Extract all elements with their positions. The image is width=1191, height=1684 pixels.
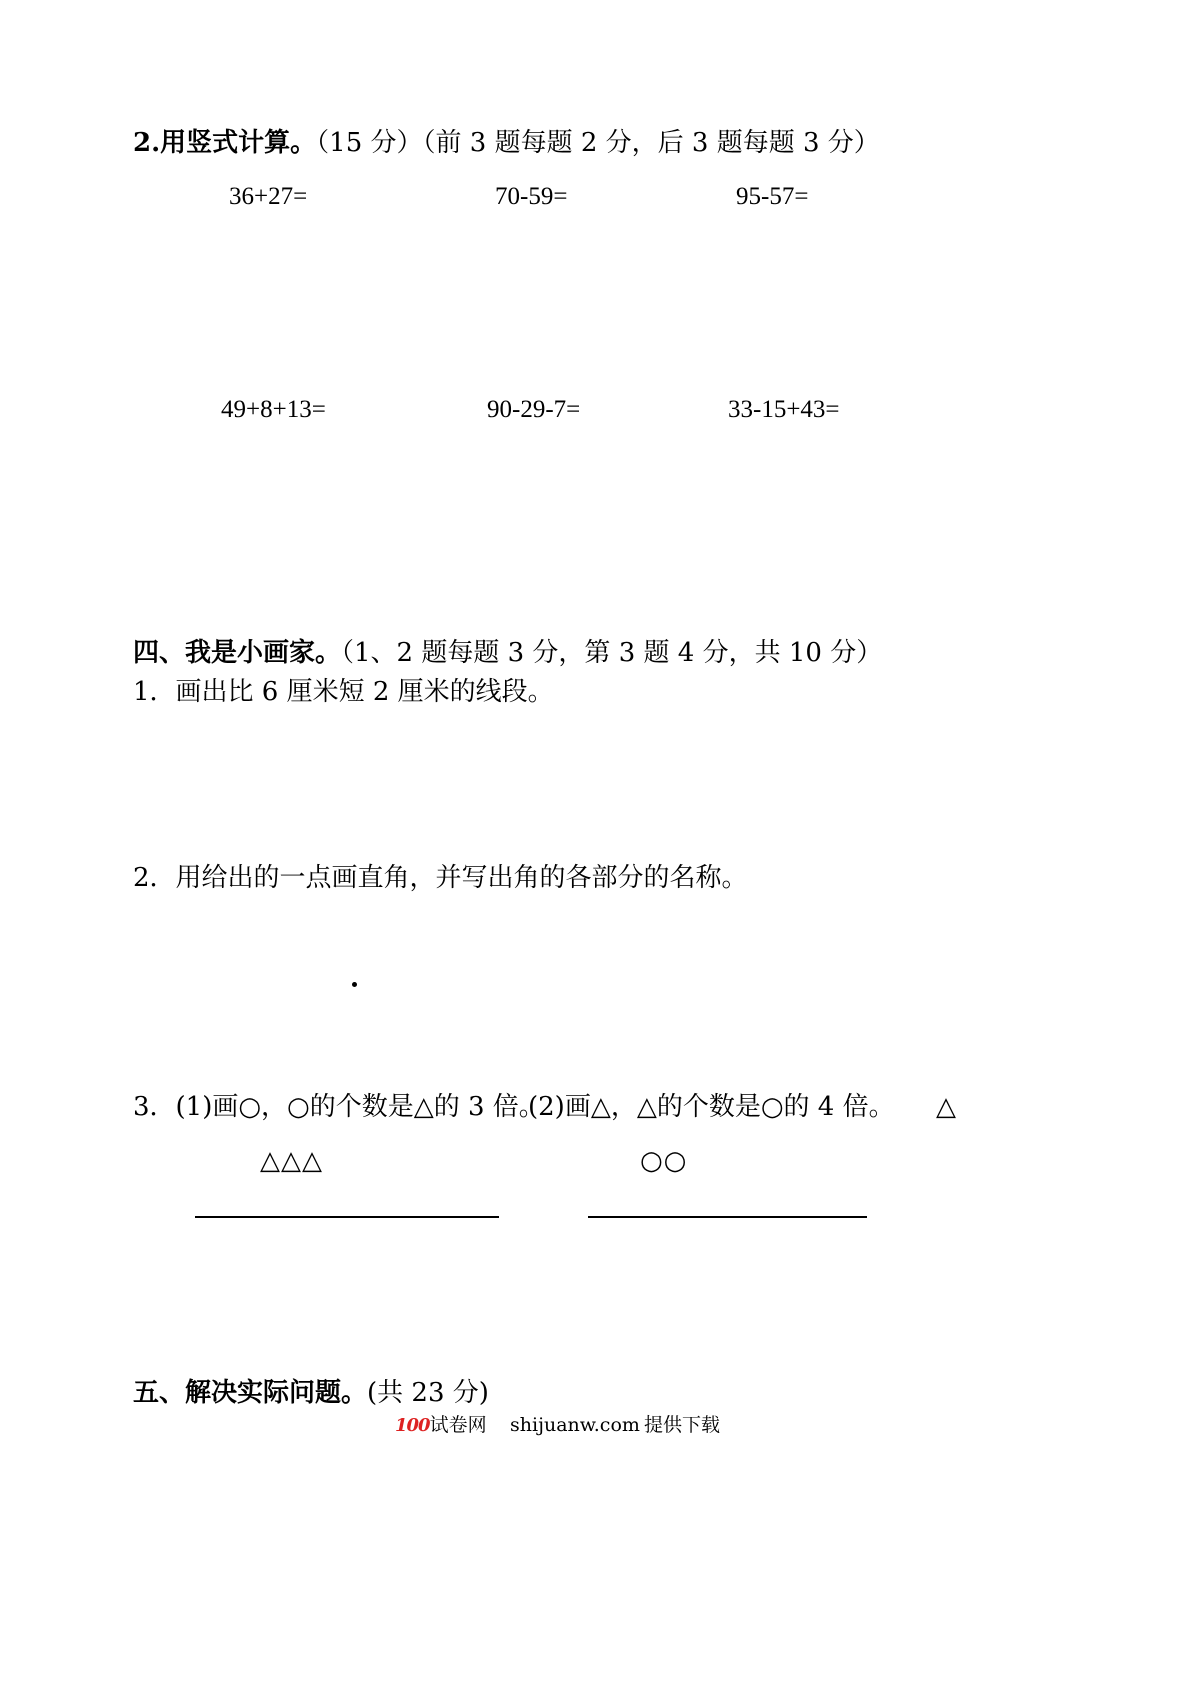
equation-5: 90-29-7= [487,396,581,423]
item3-triangle-symbol: △ [936,1092,956,1122]
section4-item3-part1: 3．(1)画○，○的个数是△的 3 倍。 [133,1092,545,1122]
given-triangles: △△△ [260,1146,323,1176]
equation-2: 70-59= [495,183,568,210]
equation-6: 33-15+43= [728,396,840,423]
section4-item2: 2．用给出的一点画直角，并写出角的各部分的名称。 [133,863,748,893]
footer-logo-text: 试卷网 [429,1414,487,1436]
section4-item1: 1．画出比 6 厘米短 2 厘米的线段。 [133,677,554,707]
given-circles: ○○ [640,1146,688,1176]
logo-100-icon: 100 [395,1415,430,1436]
answer-line-2[interactable] [588,1216,867,1218]
section4-title-rest: （1、2 题每题 3 分，第 3 题 4 分，共 10 分） [341,638,883,668]
equation-4: 49+8+13= [221,396,326,423]
equation-3: 95-57= [736,183,809,210]
footer-site: shijuanw.com [510,1414,640,1436]
section5-title [133,1377,489,1409]
q2-title-rest: （15 分）（前 3 题每题 2 分，后 3 题每题 3 分） [316,128,880,158]
answer-line-1[interactable] [195,1216,499,1218]
footer-provide: 提供下载 [644,1414,721,1436]
q2-title-bold: 2.用竖式计算。 [133,128,317,158]
footer-logo [395,1413,487,1438]
given-point [352,982,357,987]
equation-1: 36+27= [229,183,308,210]
section4-item3-part2: (2)画△，△的个数是○的 4 倍。 [528,1092,895,1122]
section4-title [133,637,882,669]
section5-title-bold: 五、解决实际问题。 [133,1378,368,1408]
q2-title [133,127,880,159]
section4-title-bold: 四、我是小画家。 [133,638,342,668]
section5-title-rest: (共 23 分) [367,1378,489,1408]
